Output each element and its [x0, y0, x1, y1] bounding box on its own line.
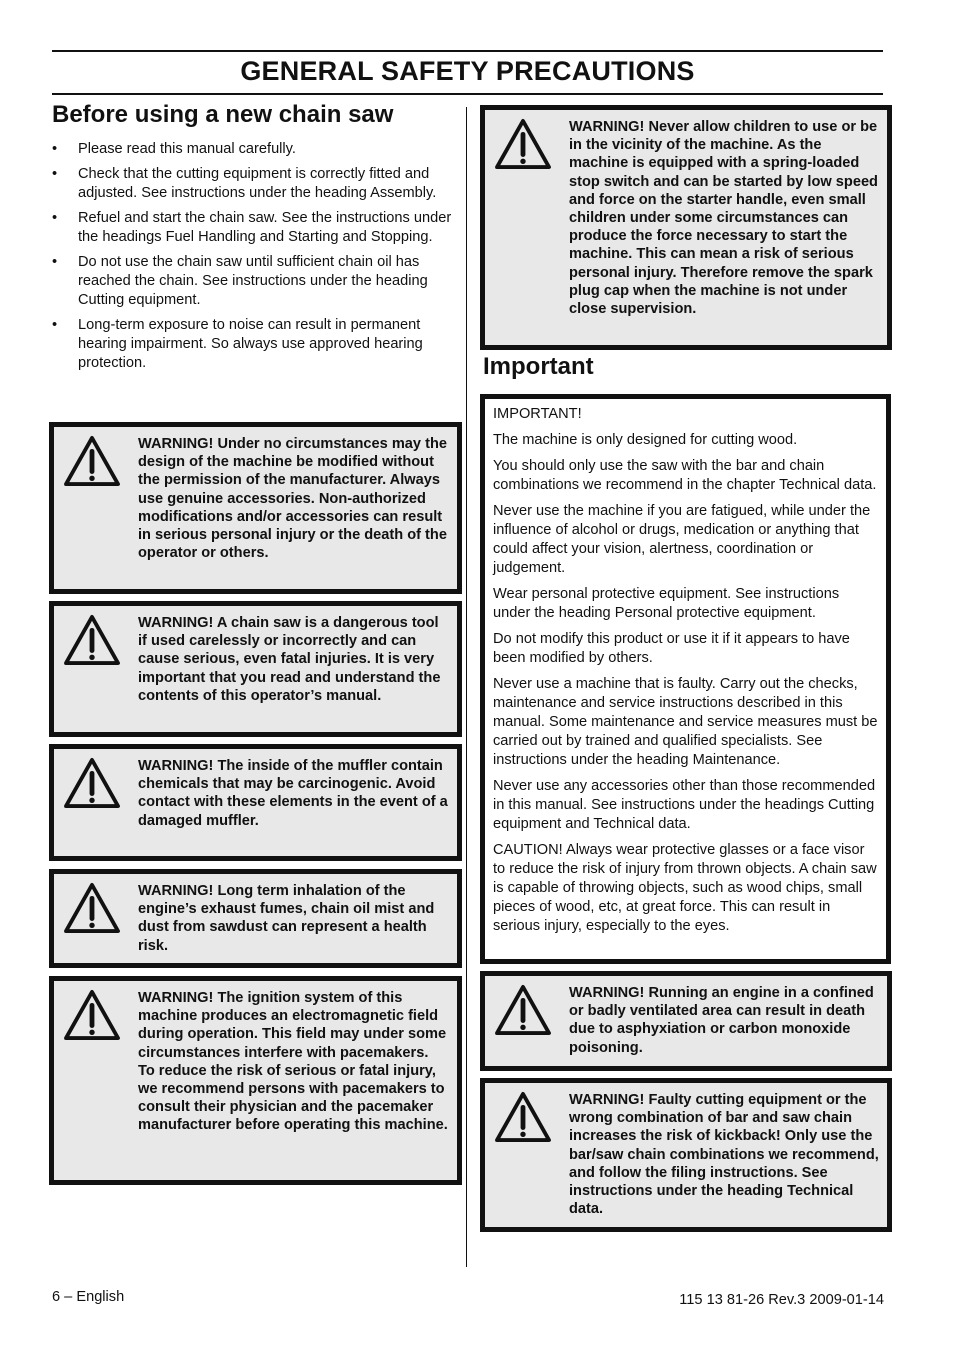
bullet-dot: •: [52, 254, 58, 270]
list-item-text: Long-term exposure to noise can result in permanent hearing impairment. So always use approved hearing protection.: [78, 317, 423, 371]
list-item-text: Check that the cutting equipment is correctly fitted and adjusted. See instructions under the heading Assembly.: [78, 166, 437, 201]
important-paragraph: Do not modify this product or use it if it appears to have been modified by others.: [493, 631, 850, 666]
bullet-dot: •: [52, 166, 58, 182]
warning-box-modification: [49, 422, 462, 594]
warning-text: WARNING! Running an engine in a confined or badly ventilated area can result in death due to asphyxiation or carbon monoxide poisoning.: [569, 985, 874, 1056]
warning-box-ignition: [49, 976, 462, 1185]
important-paragraph: Never use a machine that is faulty. Carry out the checks, maintenance and service instructions described in this manual. Some maintenance and service measures must be carried out by trained and qualified specialists. See instructions under the heading Maintenance.: [493, 676, 878, 768]
warning-triangle-icon: [63, 882, 121, 934]
important-paragraph: Never use the machine if you are fatigued, while under the influence of alcohol or drugs, medication or anything that could affect your vision, alertness, coordination or judgement.: [493, 503, 871, 576]
section-heading-before-using: Before using a new chain saw: [52, 101, 394, 128]
important-paragraph: Wear personal protective equipment. See instructions under the heading Personal protective equipment.: [493, 586, 840, 621]
header-rule-top: [52, 50, 883, 52]
warning-triangle-icon: [494, 118, 552, 170]
warning-triangle-icon: [63, 435, 121, 487]
important-paragraph: CAUTION! Always wear protective glasses or a face visor to reduce the risk of injury from thrown objects. A chain saw is capable of throwing objects, such as wood chips, small pieces of wood, etc, at great force. This can result in serious injury, especially to the eyes.: [493, 842, 877, 934]
important-paragraph: The machine is only designed for cutting wood.: [493, 432, 798, 448]
bullet-dot: •: [52, 141, 58, 157]
warning-box-ventilation: [480, 971, 892, 1071]
list-item: [52, 165, 452, 203]
list-item: [52, 209, 452, 247]
important-paragraph: IMPORTANT!: [493, 406, 582, 422]
page-title: GENERAL SAFETY PRECAUTIONS: [240, 56, 695, 86]
warning-text: WARNING! Never allow children to use or be in the vicinity of the machine. As the machine is equipped with a spring-loaded stop switch and can be started by low speed and force on the starter handle, even small children under some circumstances can produce the force necessary to start the machine. This can mean a risk of serious personal injury. Therefore remove the spark plug cap when the machine is not under close supervision.: [569, 119, 878, 318]
warning-triangle-icon: [494, 984, 552, 1036]
warning-box-exhaust: [49, 869, 462, 968]
warning-triangle-icon: [63, 989, 121, 1041]
header-rule-bottom: [52, 93, 883, 95]
list-item-text: Do not use the chain saw until sufficient chain oil has reached the chain. See instructions under the heading Cutting equipment.: [78, 254, 428, 308]
warning-triangle-icon: [494, 1091, 552, 1143]
column-divider: [466, 107, 467, 1267]
warning-box-dangerous-tool: [49, 601, 462, 737]
section-heading-important: Important: [483, 353, 594, 380]
bullet-dot: •: [52, 210, 58, 226]
document-reference: 115 13 81-26 Rev.3 2009-01-14: [679, 1292, 884, 1308]
warning-text: WARNING! The inside of the muffler contain chemicals that may be carcinogenic. Avoid contact with these elements in the event of a damaged muffler.: [138, 758, 448, 829]
warning-triangle-icon: [63, 757, 121, 809]
list-item: [52, 140, 452, 159]
bullet-list: [52, 140, 452, 379]
list-item-text: Please read this manual carefully.: [78, 141, 296, 157]
page-number: 6 – English: [52, 1289, 125, 1305]
warning-text: WARNING! A chain saw is a dangerous tool if used carelessly or incorrectly and can cause serious, even fatal injuries. It is very important that you read and understand the contents of this operator’s manual.: [138, 615, 441, 704]
warning-text: WARNING! Under no circumstances may the design of the machine be modified without the permission of the manufacturer. Always use genuine accessories. Non-authorized modifications and/or accessories can result in serious personal injury or the death of the operator or others.: [138, 436, 447, 562]
warning-triangle-icon: [63, 614, 121, 666]
important-box: [480, 394, 891, 964]
warning-text: WARNING! Long term inhalation of the engine’s exhaust fumes, chain oil mist and dust from sawdust can represent a health risk.: [138, 883, 435, 954]
warning-box-muffler: [49, 744, 462, 861]
list-item: [52, 316, 452, 373]
list-item: [52, 253, 452, 310]
warning-box-kickback: [480, 1078, 892, 1232]
warning-box-children: [480, 105, 892, 350]
important-paragraph: You should only use the saw with the bar and chain combinations we recommend in the chapter Technical data.: [493, 458, 877, 493]
bullet-dot: •: [52, 317, 58, 333]
important-paragraph: Never use any accessories other than those recommended in this manual. See instructions under the headings Cutting equipment and Technical data.: [493, 778, 876, 832]
warning-text: WARNING! Faulty cutting equipment or the wrong combination of bar and saw chain increases the risk of kickback! Only use the bar/saw chain combinations we recommend, and follow the filing instructions. See instructions under the heading Technical data.: [569, 1092, 879, 1218]
warning-text: WARNING! The ignition system of this machine produces an electromagnetic field during operation. This field may under some circumstances interfere with pacemakers. To reduce the risk of serious or fatal injury, we recommend persons with pacemakers to consult their physician and the pacemaker manufacturer before operating this machine.: [138, 990, 448, 1134]
list-item-text: Refuel and start the chain saw. See the instructions under the headings Fuel Handling and Starting and Stopping.: [78, 210, 452, 245]
